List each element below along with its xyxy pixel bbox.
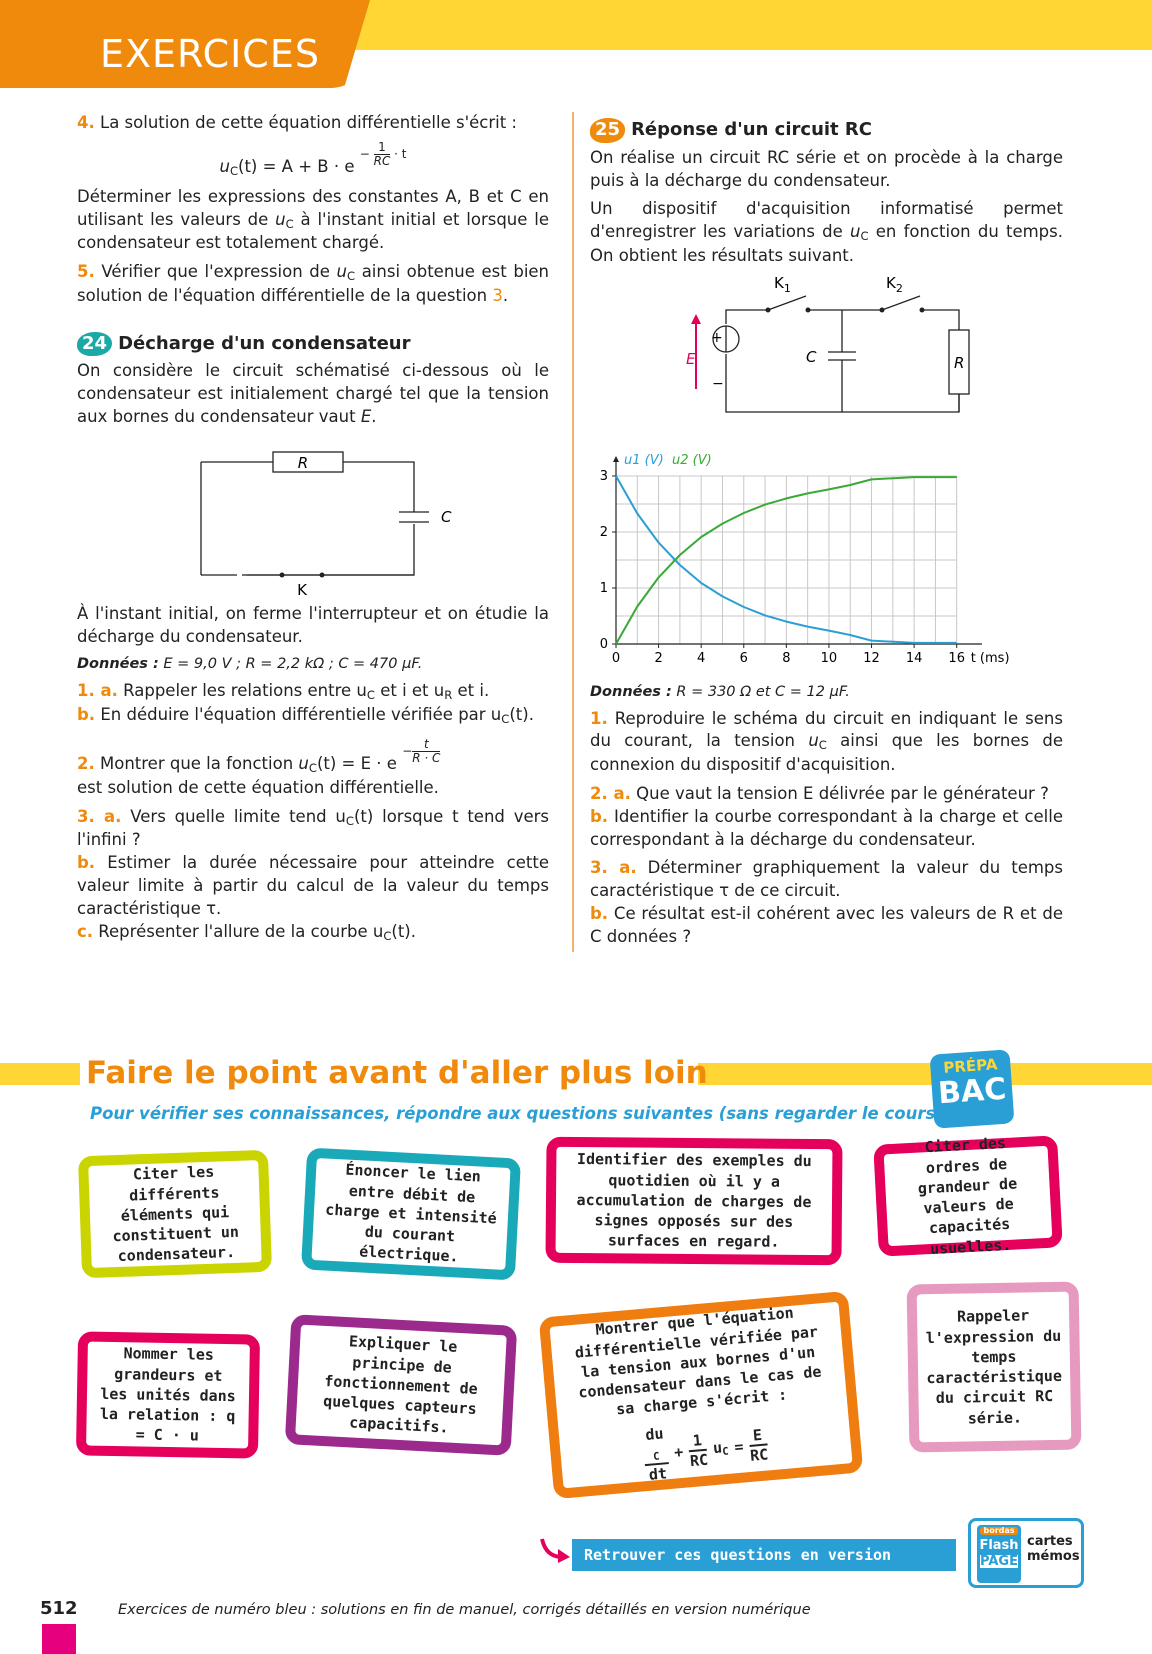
prepa-label: PRÉPA: [942, 1055, 998, 1077]
q5: 5. Vérifier que l'expression de $u_C$ ainsi obtenue est bien solution de l'équation différentielle de la question 3.: [77, 262, 550, 305]
q4-equation: $u_C(t) = A + B \cdot e$ $^{- \frac{1}{RC} \cdot t}$: [219, 139, 407, 178]
q4: 4. La solution de cette équation différentielle s'écrit :: [77, 113, 517, 132]
ex25-q2b: b. Identifier la courbe correspondant à la charge et celle correspondant à la décharge du condensateur.: [590, 806, 1063, 849]
ex24-p2: À l'instant initial, on ferme l'interrupteur et on étudie la décharge du condensateur.: [77, 603, 549, 646]
ex24-q3c: c. Représenter l'allure de la courbe $u_C(t)$.: [77, 921, 416, 943]
digital-version-link[interactable]: Retrouver ces questions en version numérique: [572, 1539, 956, 1571]
circuit24-K-label: K: [297, 580, 307, 597]
x-tick-label: 4: [697, 650, 706, 666]
bac-label: BAC: [936, 1071, 1008, 1112]
ex24-q2: 2. Montrer que la fonction $u_C(t) = E \cdot e$ $^{- \frac{t}{R \cdot C}}$: [77, 736, 441, 775]
card-ordres-grandeur: Citer des ordres de grandeur de valeurs de capacités usuelles.: [873, 1135, 1063, 1256]
card-equation-charge: Montrer que l'équation différentielle vérifiée par la tension aux bornes d'un condensateur dans le cas de sa charge s'écrit : du $_C$ dt + $\frac{1}{RC}$ $u_C$ = $\frac{E}{RC}$: [539, 1291, 864, 1499]
brand-memos: mémos: [1027, 1548, 1080, 1564]
brand-cartes: cartes: [1027, 1534, 1073, 1549]
legend-series-1: u1 (V): [624, 452, 664, 468]
x-tick-label: 6: [739, 650, 748, 666]
ex24-q2-end: est solution de cette équation différentielle.: [77, 777, 439, 797]
brand-bordas: bordas: [980, 1527, 1018, 1535]
card-capteurs: Expliquer le principe de fonctionnement de quelques capteurs capacitifs.: [285, 1314, 517, 1456]
card-grandeurs-unites: Nommer les grandeurs et les unités dans la relation : q = C · u: [76, 1331, 260, 1458]
section-title: Faire le point avant d'aller plus loin: [86, 1055, 708, 1091]
card-equation: du $_C$ dt + $\frac{1}{RC}$ $u_C$ = $\frac{E}{RC}$: [642, 1415, 770, 1484]
circuit25-K1-label: $K_1$: [774, 273, 791, 295]
ex24-title: 24 Décharge d'un condensateur: [77, 332, 549, 357]
brand-flash: Flash: [979, 1538, 1019, 1553]
ex25-p2: Un dispositif d'acquisition informatisé permet d'enregistrer les variations de $u_C$ en fonction du temps. On obtient les résultats suivant.: [590, 199, 1063, 265]
ex24-q1a: 1. a. Rappeler les relations entre $u_C$ et i et $u_R$ et i.: [77, 681, 490, 703]
left-column: [77, 112, 549, 944]
circuit25-R-label: R: [954, 353, 965, 372]
ex25-q2a: 2. a. Que vaut la tension E délivrée par le générateur ?: [590, 784, 1049, 804]
circuit25-E-label: E: [686, 349, 696, 368]
ex24-q1b: b. En déduire l'équation différentielle vérifiée par $u_C(t)$.: [77, 705, 534, 726]
column-divider: [572, 112, 574, 952]
ex25-donnees: Données : R = 330 Ω et C = 12 μF.: [590, 683, 850, 700]
right-column: [590, 118, 1063, 948]
ex25-q1: 1. Reproduire le schéma du circuit en indiquant le sens du courant, la tension $u_C$ ainsi que les bornes de connexion du dispositif d'acquisition.: [590, 708, 1064, 775]
x-tick-label: 10: [820, 650, 838, 666]
ex25-q3b: b. Ce résultat est-il cohérent avec les valeurs de R et de C données ?: [590, 903, 1063, 946]
x-tick-label: 16: [948, 650, 965, 666]
y-axis-arrow: [613, 456, 619, 462]
brand-page: PAGE: [980, 1554, 1018, 1569]
section-subtitle: Pour vérifier ses connaissances, répondre aux questions suivantes (sans regarder le cours !): [90, 1104, 957, 1123]
circuit24-R-label: R: [297, 453, 309, 472]
rc-chart: [590, 446, 1063, 678]
x-tick-label: 0: [611, 650, 621, 666]
ex24-q3a: 3. a. Vers quelle limite tend $u_C(t)$ lorsque t tend vers l'infini ?: [77, 806, 549, 850]
circuit-24: [77, 437, 549, 597]
section-band-right: [698, 1063, 1152, 1085]
flash-page-badge[interactable]: [968, 1518, 1084, 1588]
footer-marker: [42, 1624, 76, 1654]
ex24-donnees: Données : E = 9,0 V ; R = 2,2 kΩ ; C = 470 μF.: [77, 656, 423, 673]
ex25-q3a: 3. a. Déterminer graphiquement la valeur du temps caractéristique τ de ce circuit.: [590, 858, 1063, 901]
circuit25-minus: −: [712, 375, 724, 392]
page-title: EXERCICES: [100, 32, 320, 76]
footer-note: Exercices de numéro bleu : solutions en fin de manuel, corrigés détaillés en version numérique: [118, 1602, 811, 1618]
circuit25-K2-label: $K_2$: [886, 273, 903, 295]
x-axis-label: t (ms): [970, 650, 1010, 666]
y-tick-label: 3: [599, 468, 608, 484]
arrow-icon: [538, 1535, 572, 1565]
circuit-25: [590, 274, 1063, 434]
x-tick-label: 8: [782, 650, 791, 666]
y-tick-label: 0: [599, 636, 608, 652]
card-temps-caracteristique: Rappeler l'expression du temps caractéristique du circuit RC série.: [907, 1282, 1082, 1453]
ex25-p1: On réalise un circuit RC série et on procède à la charge puis à la décharge du condensateur.: [590, 147, 1063, 190]
x-tick-label: 14: [905, 650, 923, 666]
circuit25-C-label: C: [806, 347, 817, 366]
ex24-intro: On considère le circuit schématisé ci-dessous où le condensateur est initialement chargé tel que la tension aux bornes du condensateur vaut E.: [77, 361, 549, 426]
circuit25-plus: +: [711, 329, 723, 346]
ex24-q3b: b. Estimer la durée nécessaire pour atteindre cette valeur limite à partir du calcul de la valeur du temps caractéristique τ.: [77, 853, 549, 918]
card-exemples-quotidien: Identifier des exemples du quotidien où il y a accumulation de charges de signes opposés sur des surfaces en regard.: [545, 1137, 842, 1266]
x-tick-label: 12: [863, 650, 880, 666]
y-tick-label: 1: [599, 580, 608, 596]
circuit24-C-label: C: [441, 507, 452, 526]
page-number: 512: [40, 1598, 78, 1619]
y-tick-label: 2: [599, 524, 608, 540]
x-tick-label: 2: [654, 650, 663, 666]
card-condensateur: Citer les différents éléments qui constituent un condensateur.: [78, 1150, 272, 1279]
q4-body: Déterminer les expressions des constantes A, B et C en utilisant les valeurs de $u_C$ à l'instant initial et lorsque le condensateur est totalement chargé.: [77, 186, 549, 253]
card-debit-charge: Énoncer le lien entre débit de charge et intensité du courant électrique.: [301, 1147, 521, 1280]
ex25-title: 25 Réponse d'un circuit RC: [590, 118, 1063, 143]
section-band-left: [0, 1063, 80, 1085]
legend-series-2: u2 (V): [672, 452, 712, 468]
